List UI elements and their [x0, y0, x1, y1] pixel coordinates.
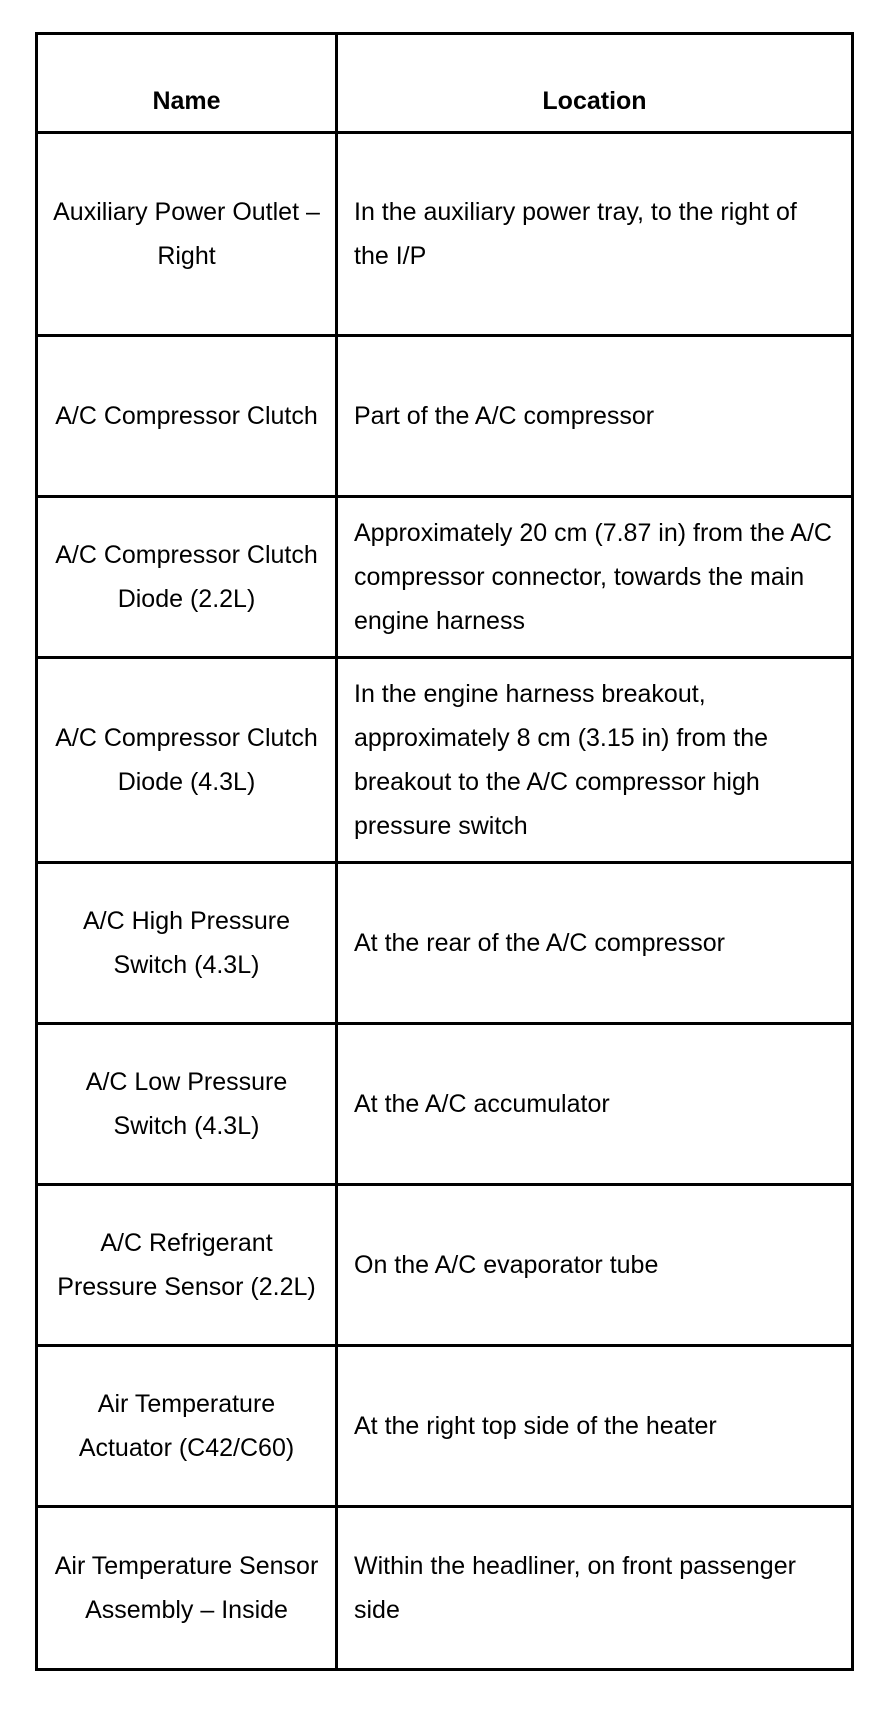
table-row — [37, 658, 853, 863]
location-cell: At the right top side of the heater — [337, 1346, 853, 1507]
location-cell: In the auxiliary power tray, to the right of the I/P — [337, 133, 853, 336]
table-row — [37, 863, 853, 1024]
name-cell: A/C Low Pressure Switch (4.3L) — [37, 1024, 337, 1185]
name-cell: Air Temperature Actuator (C42/C60) — [37, 1346, 337, 1507]
column-header-location: Location — [337, 34, 853, 133]
column-header-name: Name — [37, 34, 337, 133]
name-cell: A/C Compressor Clutch Diode (2.2L) — [37, 497, 337, 658]
table-row — [37, 133, 853, 336]
location-cell: Approximately 20 cm (7.87 in) from the A/C compressor connector, towards the main engine harness — [337, 497, 853, 658]
location-cell: Within the headliner, on front passenger side — [337, 1507, 853, 1670]
name-cell: A/C High Pressure Switch (4.3L) — [37, 863, 337, 1024]
table-row — [37, 1507, 853, 1670]
table-row — [37, 1346, 853, 1507]
location-cell: On the A/C evaporator tube — [337, 1185, 853, 1346]
name-cell: Auxiliary Power Outlet – Right — [37, 133, 337, 336]
location-cell: At the rear of the A/C compressor — [337, 863, 853, 1024]
name-cell: A/C Compressor Clutch — [37, 336, 337, 497]
name-cell: A/C Compressor Clutch Diode (4.3L) — [37, 658, 337, 863]
table-row — [37, 497, 853, 658]
header-row — [37, 34, 853, 133]
location-cell: In the engine harness breakout, approximately 8 cm (3.15 in) from the breakout to the A/C compressor high pressure switch — [337, 658, 853, 863]
location-cell: At the A/C accumulator — [337, 1024, 853, 1185]
table-row — [37, 1185, 853, 1346]
location-cell: Part of the A/C compressor — [337, 336, 853, 497]
table-row — [37, 1024, 853, 1185]
component-location-table — [35, 32, 854, 1671]
name-cell: Air Temperature Sensor Assembly – Inside — [37, 1507, 337, 1670]
name-cell: A/C Refrigerant Pressure Sensor (2.2L) — [37, 1185, 337, 1346]
table-row — [37, 336, 853, 497]
